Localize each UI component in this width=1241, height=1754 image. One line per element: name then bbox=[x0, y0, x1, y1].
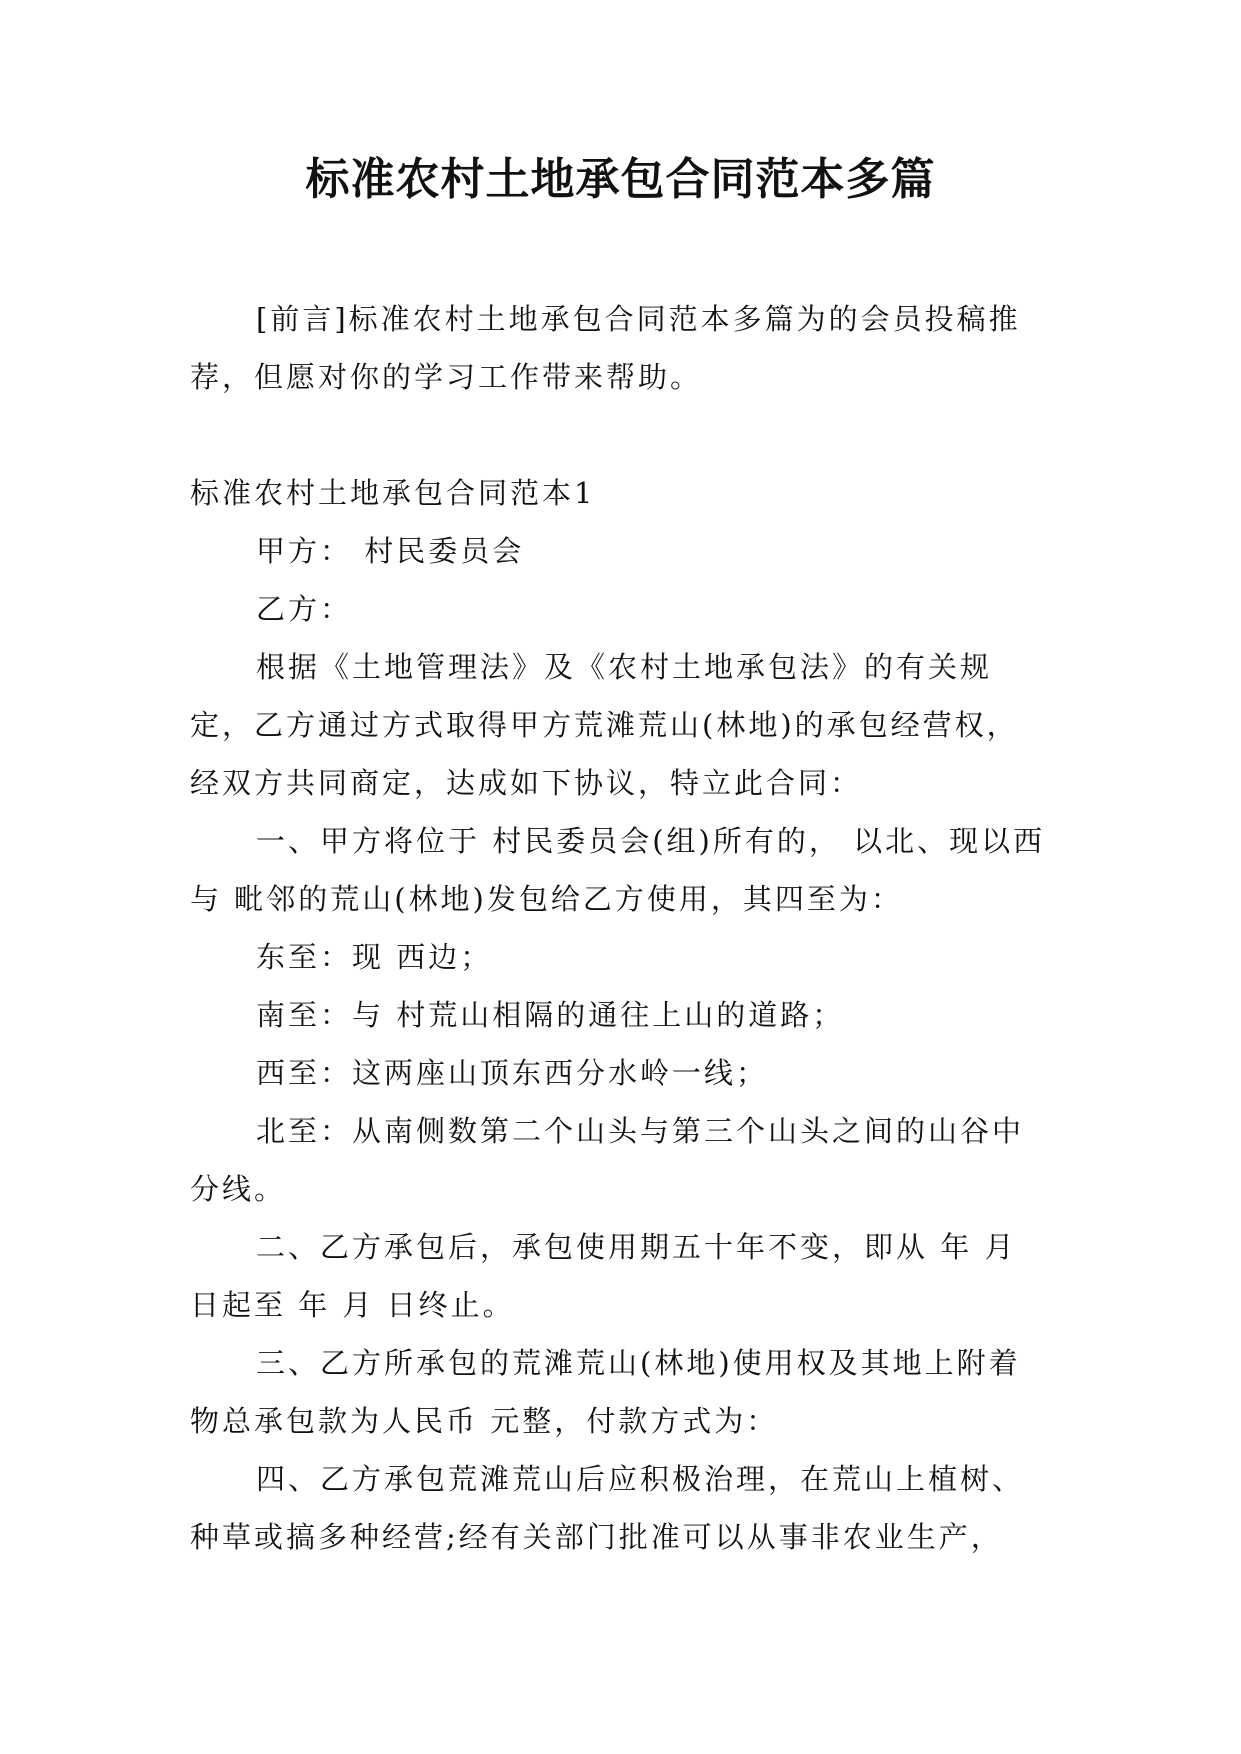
boundary-north: 北至：从南侧数第二个山头与第三个山头之间的山谷中分线。 bbox=[190, 1114, 1025, 1206]
clause-2-paragraph: 二、乙方承包后，承包使用期五十年不变，即从 年 月 日起至 年 月 日终止。 bbox=[190, 1230, 1017, 1322]
party-a-line: 甲方： 村民委员会 bbox=[256, 534, 525, 568]
preface-paragraph: [前言]标准农村土地承包合同范本多篇为的会员投稿推荐，但愿对你的学习工作带来帮助。 bbox=[190, 302, 1021, 394]
clause-4-paragraph: 四、乙方承包荒滩荒山后应积极治理，在荒山上植树、种草或搞多种经营;经有关部门批准可以从事非农业生产， bbox=[190, 1462, 1025, 1554]
boundary-south: 南至：与 村荒山相隔的通往上山的道路； bbox=[256, 998, 845, 1032]
document-title: 标准农村土地承包合同范本多篇 bbox=[305, 154, 936, 205]
document-body bbox=[190, 290, 1050, 1566]
paragraph-gap bbox=[190, 406, 1050, 464]
section-heading: 标准农村土地承包合同范本1 bbox=[190, 476, 596, 510]
boundary-west: 西至：这两座山顶东西分水岭一线； bbox=[256, 1056, 769, 1090]
clause-3-paragraph: 三、乙方所承包的荒滩荒山(林地)使用权及其地上附着物总承包款为人民币 元整，付款方式为： bbox=[190, 1346, 1021, 1438]
clause-1-paragraph: 一、甲方将位于 村民委员会(组)所有的， 以北、现以西与 毗邻的荒山(林地)发包给乙方使用，其四至为： bbox=[190, 824, 1046, 916]
intro-paragraph: 根据《土地管理法》及《农村土地承包法》的有关规定，乙方通过方式取得甲方荒滩荒山(林地)的承包经营权，经双方共同商定，达成如下协议，特立此合同： bbox=[190, 650, 1019, 800]
party-b-line: 乙方： bbox=[256, 592, 353, 626]
boundary-east: 东至：现 西边； bbox=[256, 940, 493, 974]
